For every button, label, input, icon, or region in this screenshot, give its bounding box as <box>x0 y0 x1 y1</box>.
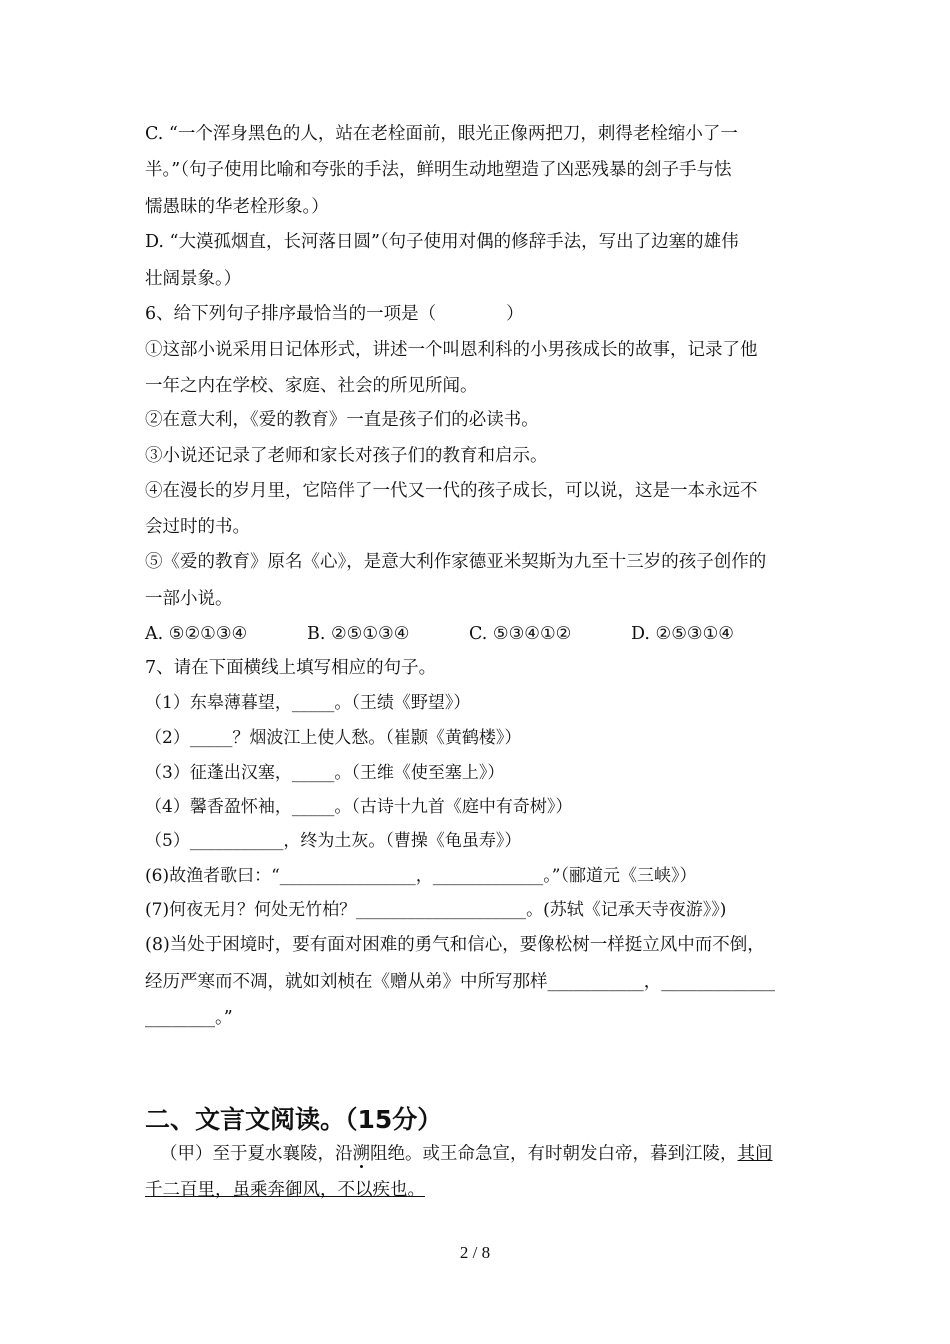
q7-item-8-line2: 经历严寒而不凋，就如刘桢在《赠从弟》中所写那样___________，_____________ <box>145 972 775 992</box>
q6-options <box>145 622 734 646</box>
q7-item-1: （1）东皋薄暮望，_____。（王绩《野望》） <box>145 693 471 713</box>
q6-sentence-3: ③小说还记录了老师和家长对孩子们的教育和启示。 <box>145 446 548 466</box>
passage-dotted-char: 溯 <box>352 1144 370 1164</box>
q7-item-4: （4）馨香盈怀袖，_____。（古诗十九首《庭中有奇树》） <box>145 797 573 817</box>
q6-sentence-1-line1: ①这部小说采用日记体形式，讲述一个叫恩利科的小男孩成长的故事，记录了他 <box>145 340 758 360</box>
q7-stem: 7、请在下面横线上填写相应的句子。 <box>145 658 437 678</box>
q6-sentence-4-line2: 会过时的书。 <box>145 517 250 537</box>
passage-line1 <box>160 1142 773 1166</box>
q6-sentence-5-line2: 一部小说。 <box>145 589 233 609</box>
page-number: 2 / 8 <box>459 1243 491 1262</box>
passage-line2 <box>145 1178 425 1202</box>
section-heading: 二、文言文阅读。（15分） <box>145 1105 443 1134</box>
q5-option-c-line2: 半。”（句子使用比喻和夸张的手法，鲜明生动地塑造了凶恶残暴的刽子手与怯 <box>145 160 732 180</box>
q6-option-c: C. ⑤③④①② <box>469 624 572 644</box>
q6-sentence-4-line1: ④在漫长的岁月里，它陪伴了一代又一代的孩子成长，可以说，这是一本永远不 <box>145 481 758 501</box>
q7-item-8-line1: (8)当处于困境时，要有面对困难的勇气和信心，要像松树一样挺立风中而不倒， <box>145 935 765 955</box>
q7-item-2: （2）_____？烟波江上使人愁。（崔颢《黄鹤楼》） <box>145 728 522 748</box>
q6-sentence-2: ②在意大利，《爱的教育》一直是孩子们的必读书。 <box>145 410 539 430</box>
passage-text-mid: 阻绝。或王命急宣，有时朝发白帝，暮到江陵， <box>370 1144 738 1164</box>
q6-option-a: A. ⑤②①③④ <box>145 624 248 644</box>
q5-option-d-line2: 壮阔景象。） <box>145 269 242 289</box>
q6-sentence-1-line2: 一年之内在学校、家庭、社会的所见所闻。 <box>145 376 478 396</box>
passage-underlined-2: 千二百里，虽乘奔御风，不以疾也。 <box>145 1180 425 1200</box>
q5-option-d-line1: D. “大漠孤烟直，长河落日圆”（句子使用对偶的修辞手法，写出了边塞的雄伟 <box>145 232 739 252</box>
q6-sentence-5-line1: ⑤《爱的教育》原名《心》，是意大利作家德亚米契斯为九至十三岁的孩子创作的 <box>145 552 767 572</box>
q6-stem: 6、给下列句子排序最恰当的一项是（ ） <box>145 304 524 324</box>
q5-option-c-line3: 懦愚昧的华老栓形象。） <box>145 197 329 217</box>
q7-item-7: (7)何夜无月？何处无竹柏？____________________。(苏轼《记承天寺夜游》》) <box>145 900 727 920</box>
q5-option-c-line1: C. “一个浑身黑色的人，站在老栓面前，眼光正像两把刀，刺得老栓缩小了一 <box>145 124 738 144</box>
q6-option-d: D. ②⑤③①④ <box>631 624 734 644</box>
q7-item-8-line3: ________。” <box>145 1008 233 1028</box>
q7-item-5: （5）___________，终为土灰。（曹操《龟虽寿》） <box>145 831 522 851</box>
q7-item-3: （3）征蓬出汉塞，_____。（王维《使至塞上》） <box>145 763 505 783</box>
passage-text-pre: （甲）至于夏水襄陵，沿 <box>160 1144 353 1164</box>
q7-item-6: (6)故渔者歌曰：“________________，_____________。”（郦道元《三峡》） <box>145 866 697 886</box>
q6-option-b: B. ②⑤①③④ <box>307 624 410 644</box>
passage-underlined-1: 其间 <box>737 1144 773 1164</box>
